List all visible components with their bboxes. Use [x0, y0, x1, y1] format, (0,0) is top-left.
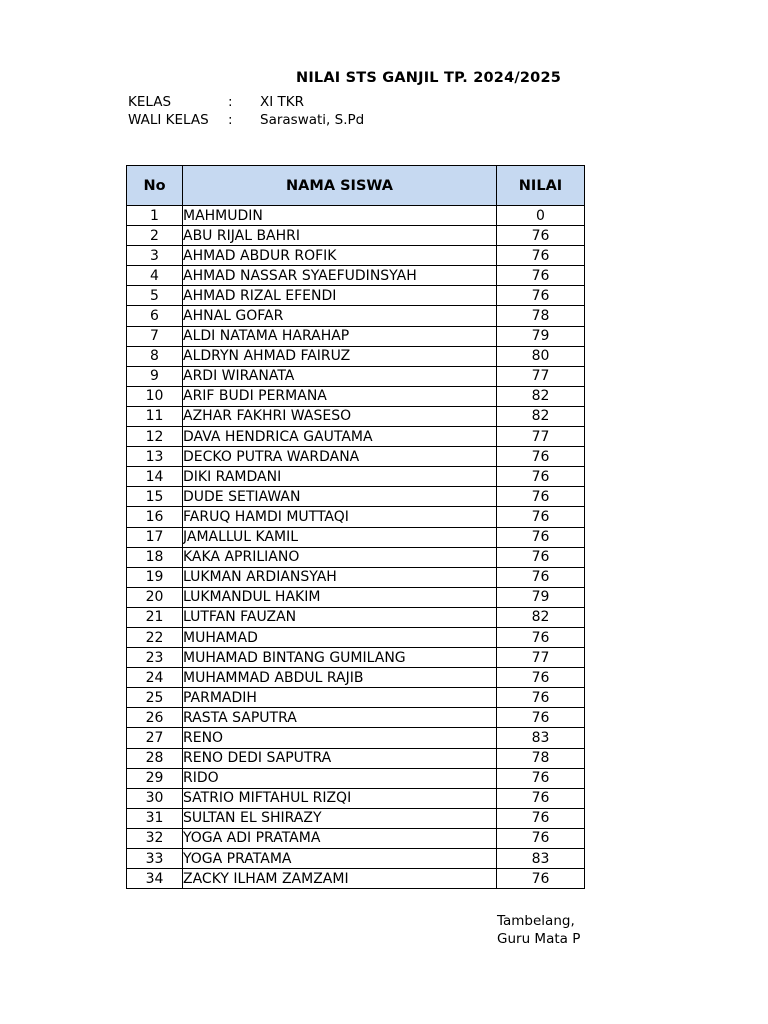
row-number: 29 [127, 768, 183, 788]
student-score: 83 [497, 728, 585, 748]
student-name: ZACKY ILHAM ZAMZAMI [183, 869, 497, 889]
table-row [127, 266, 585, 286]
table-row [127, 688, 585, 708]
student-name: AHMAD RIZAL EFENDI [183, 286, 497, 306]
row-number: 7 [127, 326, 183, 346]
student-name: ABU RIJAL BAHRI [183, 226, 497, 246]
table-row [127, 627, 585, 647]
student-score: 76 [497, 467, 585, 487]
student-name: SATRIO MIFTAHUL RIZQI [183, 788, 497, 808]
row-number: 14 [127, 467, 183, 487]
table-row [127, 386, 585, 406]
student-score: 77 [497, 366, 585, 386]
table-row [127, 306, 585, 326]
student-score: 83 [497, 849, 585, 869]
student-name: PARMADIH [183, 688, 497, 708]
student-name: ALDRYN AHMAD FAIRUZ [183, 346, 497, 366]
student-score: 76 [497, 808, 585, 828]
header-nilai: NILAI [497, 166, 585, 206]
student-score: 82 [497, 607, 585, 627]
table-row [127, 849, 585, 869]
student-name: LUTFAN FAUZAN [183, 607, 497, 627]
table-row [127, 487, 585, 507]
row-number: 4 [127, 266, 183, 286]
student-name: KAKA APRILIANO [183, 547, 497, 567]
student-score: 82 [497, 406, 585, 426]
row-number: 25 [127, 688, 183, 708]
table-row [127, 286, 585, 306]
row-number: 33 [127, 849, 183, 869]
student-name: ARDI WIRANATA [183, 366, 497, 386]
table-row [127, 406, 585, 426]
table-row [127, 447, 585, 467]
student-score: 76 [497, 527, 585, 547]
student-score: 76 [497, 869, 585, 889]
table-row [127, 206, 585, 226]
student-name: JAMALLUL KAMIL [183, 527, 497, 547]
table-row [127, 668, 585, 688]
row-number: 28 [127, 748, 183, 768]
student-score: 78 [497, 306, 585, 326]
table-row [127, 728, 585, 748]
student-score: 76 [497, 567, 585, 587]
table-row [127, 246, 585, 266]
student-score: 76 [497, 627, 585, 647]
student-score: 79 [497, 587, 585, 607]
wali-kelas-colon: : [228, 112, 233, 128]
student-name: RENO DEDI SAPUTRA [183, 748, 497, 768]
row-number: 15 [127, 487, 183, 507]
student-name: YOGA PRATAMA [183, 849, 497, 869]
table-row [127, 808, 585, 828]
grades-table [126, 165, 585, 889]
student-score: 78 [497, 748, 585, 768]
row-number: 12 [127, 427, 183, 447]
row-number: 21 [127, 607, 183, 627]
student-name: LUKMAN ARDIANSYAH [183, 567, 497, 587]
student-name: MUHAMAD BINTANG GUMILANG [183, 648, 497, 668]
row-number: 23 [127, 648, 183, 668]
table-row [127, 708, 585, 728]
student-name: DAVA HENDRICA GAUTAMA [183, 427, 497, 447]
student-name: YOGA ADI PRATAMA [183, 828, 497, 848]
row-number: 34 [127, 869, 183, 889]
student-score: 76 [497, 447, 585, 467]
kelas-colon: : [228, 94, 233, 110]
student-score: 76 [497, 668, 585, 688]
row-number: 5 [127, 286, 183, 306]
student-score: 76 [497, 547, 585, 567]
row-number: 3 [127, 246, 183, 266]
student-score: 76 [497, 286, 585, 306]
table-row [127, 226, 585, 246]
row-number: 17 [127, 527, 183, 547]
student-score: 77 [497, 648, 585, 668]
table-row [127, 869, 585, 889]
student-name: LUKMANDUL HAKIM [183, 587, 497, 607]
kelas-label: KELAS [128, 94, 172, 110]
student-name: DIKI RAMDANI [183, 467, 497, 487]
student-name: RENO [183, 728, 497, 748]
row-number: 16 [127, 507, 183, 527]
table-row [127, 607, 585, 627]
student-score: 76 [497, 788, 585, 808]
student-name: MAHMUDIN [183, 206, 497, 226]
table-row [127, 828, 585, 848]
row-number: 6 [127, 306, 183, 326]
student-name: DUDE SETIAWAN [183, 487, 497, 507]
row-number: 8 [127, 346, 183, 366]
kelas-value: XI TKR [260, 94, 305, 110]
row-number: 13 [127, 447, 183, 467]
document-title: NILAI STS GANJIL TP. 2024/2025 [296, 70, 562, 86]
row-number: 20 [127, 587, 183, 607]
header-nama-siswa: NAMA SISWA [183, 166, 497, 206]
table-row [127, 467, 585, 487]
student-score: 79 [497, 326, 585, 346]
student-name: MUHAMMAD ABDUL RAJIB [183, 668, 497, 688]
student-score: 76 [497, 708, 585, 728]
table-header-row [127, 166, 585, 206]
student-name: RASTA SAPUTRA [183, 708, 497, 728]
row-number: 24 [127, 668, 183, 688]
row-number: 11 [127, 406, 183, 426]
row-number: 1 [127, 206, 183, 226]
student-name: ARIF BUDI PERMANA [183, 386, 497, 406]
student-name: AHMAD NASSAR SYAEFUDINSYAH [183, 266, 497, 286]
student-score: 76 [497, 246, 585, 266]
student-name: RIDO [183, 768, 497, 788]
table-row [127, 788, 585, 808]
row-number: 2 [127, 226, 183, 246]
student-score: 0 [497, 206, 585, 226]
student-score: 82 [497, 386, 585, 406]
footer-role: Guru Mata P [497, 931, 581, 947]
table-row [127, 648, 585, 668]
table-row [127, 326, 585, 346]
student-score: 76 [497, 768, 585, 788]
student-score: 80 [497, 346, 585, 366]
row-number: 22 [127, 627, 183, 647]
row-number: 10 [127, 386, 183, 406]
student-name: AHMAD ABDUR ROFIK [183, 246, 497, 266]
table-row [127, 507, 585, 527]
table-row [127, 527, 585, 547]
table-row [127, 427, 585, 447]
table-row [127, 567, 585, 587]
row-number: 9 [127, 366, 183, 386]
table-row [127, 768, 585, 788]
row-number: 31 [127, 808, 183, 828]
header-no: No [127, 166, 183, 206]
row-number: 26 [127, 708, 183, 728]
row-number: 30 [127, 788, 183, 808]
student-score: 76 [497, 828, 585, 848]
table-row [127, 547, 585, 567]
row-number: 18 [127, 547, 183, 567]
wali-kelas-value: Saraswati, S.Pd [260, 112, 365, 128]
student-score: 77 [497, 427, 585, 447]
student-name: AHNAL GOFAR [183, 306, 497, 326]
wali-kelas-label: WALI KELAS [128, 112, 209, 128]
table-row [127, 587, 585, 607]
table-row [127, 748, 585, 768]
row-number: 27 [127, 728, 183, 748]
table-row [127, 346, 585, 366]
footer-place: Tambelang, [497, 913, 575, 929]
student-score: 76 [497, 226, 585, 246]
grades-table-body [127, 206, 585, 889]
student-name: DECKO PUTRA WARDANA [183, 447, 497, 467]
row-number: 32 [127, 828, 183, 848]
student-score: 76 [497, 688, 585, 708]
student-score: 76 [497, 507, 585, 527]
student-name: AZHAR FAKHRI WASESO [183, 406, 497, 426]
student-name: SULTAN EL SHIRAZY [183, 808, 497, 828]
row-number: 19 [127, 567, 183, 587]
student-name: MUHAMAD [183, 627, 497, 647]
student-name: FARUQ HAMDI MUTTAQI [183, 507, 497, 527]
student-score: 76 [497, 487, 585, 507]
student-score: 76 [497, 266, 585, 286]
student-name: ALDI NATAMA HARAHAP [183, 326, 497, 346]
table-row [127, 366, 585, 386]
